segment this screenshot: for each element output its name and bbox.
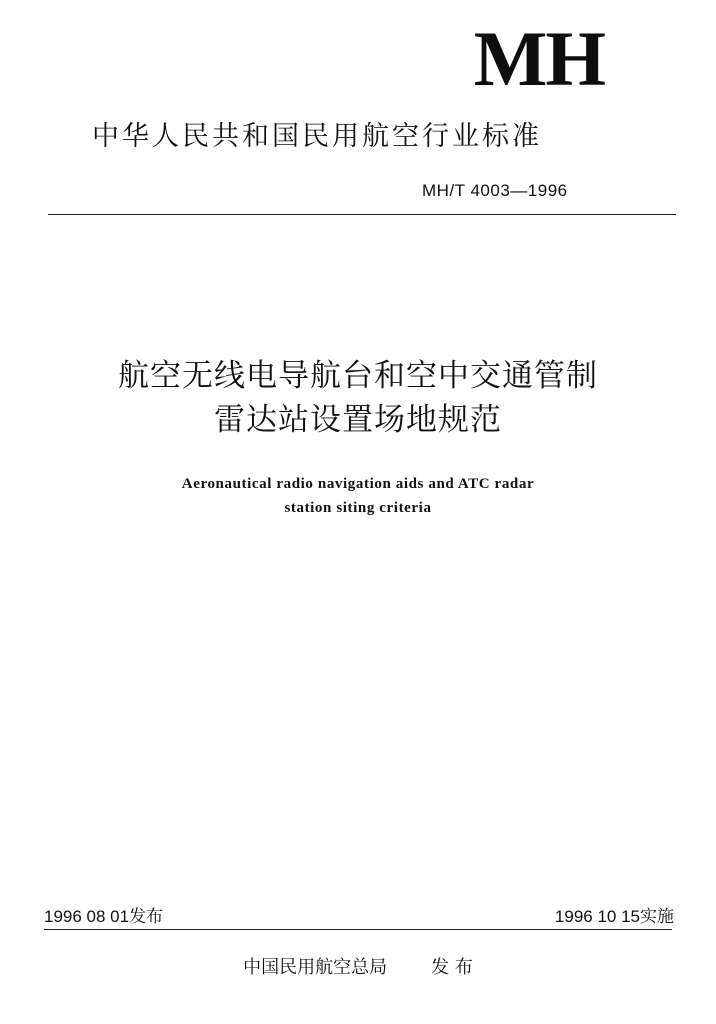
mh-logo: MH bbox=[473, 15, 604, 102]
header-divider bbox=[48, 214, 676, 215]
english-title-line-1: Aeronautical radio navigation aids and ATC radar bbox=[181, 476, 535, 492]
english-title-line-2: station siting criteria bbox=[284, 500, 432, 516]
standard-code: MH/T 4003—1996 bbox=[422, 181, 568, 200]
issue-date: 1996 08 01发布 bbox=[44, 907, 164, 926]
publisher-line bbox=[0, 955, 716, 981]
footer-divider bbox=[44, 929, 672, 930]
chinese-title-line-2: 雷达站设置场地规范 bbox=[214, 402, 502, 438]
publisher-action: 发 布 bbox=[431, 957, 473, 978]
standard-category: 中华人民共和国民用航空行业标准 bbox=[92, 121, 542, 152]
chinese-title-line-1: 航空无线电导航台和空中交通管制 bbox=[118, 358, 598, 394]
effective-date: 1996 10 15实施 bbox=[554, 907, 674, 926]
publisher-name: 中国民用航空总局 bbox=[243, 957, 388, 978]
